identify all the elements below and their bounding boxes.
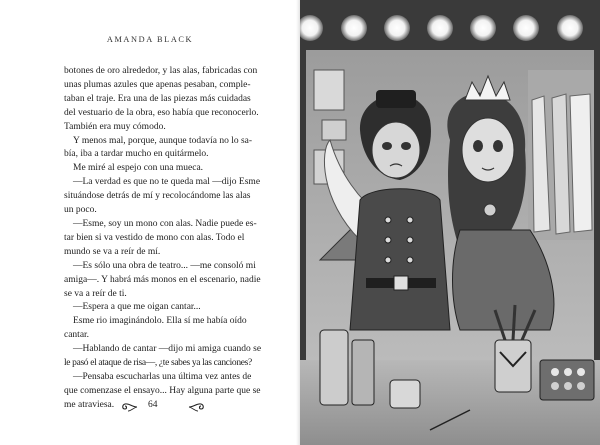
text-line: —Hablando de cantar —dijo mi amiga cuando se: [73, 344, 262, 355]
ornament-left-icon: [120, 401, 138, 413]
running-head: [0, 35, 300, 44]
text-line: Esme rio imaginándolo. Ella sí me había oído: [73, 316, 247, 327]
illustration: [300, 0, 600, 445]
girl-face: [462, 118, 514, 182]
wall-note: [314, 70, 344, 110]
text-line: botones de oro alrededor, y las alas, fabricadas con: [64, 66, 258, 76]
text-line: unas plumas azules que apenas pesaban, comple-: [64, 79, 251, 90]
text-line: amiga—. Y habrá más monos en el escenario, nadie: [64, 274, 261, 285]
text-line: taban el traje. Era una de las piezas más cuidadas: [64, 93, 251, 104]
powder-box: [390, 380, 420, 408]
bulb: [513, 15, 539, 41]
text-line: se va a reír de ti.: [64, 288, 127, 299]
hanging-dress: [570, 94, 592, 232]
boy-jacket: [350, 189, 450, 330]
bulb: [384, 15, 410, 41]
text-line: me atraviesa.: [64, 399, 115, 410]
text-line: —Esme, soy un mono con alas. Nadie puede es-: [73, 218, 257, 229]
text-line: cantar.: [64, 330, 90, 341]
body-text: [64, 65, 290, 413]
text-line: situándose detrás de mí y recolocándome las alas: [64, 191, 251, 202]
page-number: 64: [148, 400, 158, 410]
bulb: [427, 15, 453, 41]
text-line: mundo se va a reír de mí.: [64, 246, 161, 257]
bellhop-hat-icon: [376, 90, 416, 108]
text-line: un poco.: [64, 205, 97, 216]
text-line: —Es sólo una obra de teatro... —me consoló mi: [73, 260, 256, 271]
makeup-jar: [320, 330, 348, 405]
wall-note: [322, 120, 346, 140]
boy-face: [372, 122, 420, 178]
text-line: Me miré al espejo con una mueca.: [73, 163, 204, 174]
text-line: —La verdad es que no te queda mal —dijo Esme: [73, 177, 261, 188]
text-line: Y menos mal, porque, aunque todavía no lo sa-: [73, 135, 253, 146]
makeup-jar: [352, 340, 374, 405]
text-line: —Pensaba escucharlas una última vez antes de: [73, 371, 252, 382]
bulb: [557, 15, 583, 41]
text-line: que comenzase el ensayo... Hay alguna parte que se: [64, 385, 261, 396]
text-line: le pasó el ataque de risa—, ¿te sabes ya las canciones?: [64, 358, 252, 369]
text-line: bía, iba a tardar mucho en quitármelo.: [64, 149, 209, 160]
text-line: También era muy cómodo.: [64, 121, 166, 132]
text-line: —Espera a que me oigan cantar...: [73, 302, 201, 313]
running-head-text: AMANDA BLACK: [106, 35, 194, 44]
bulb: [341, 15, 367, 41]
eyeshadow-palette: [540, 360, 594, 400]
girl-dress: [453, 230, 554, 330]
ornament-right-icon: [188, 401, 206, 413]
belt-buckle-icon: [394, 276, 408, 290]
brooch-icon: [484, 204, 496, 216]
text-line: tar bien si va vestido de mono con alas. Todo el: [64, 232, 245, 243]
folio: [120, 400, 230, 416]
bulb: [470, 15, 496, 41]
text-line: del vestuario de la obra, eso había que reconocerlo.: [64, 107, 259, 118]
